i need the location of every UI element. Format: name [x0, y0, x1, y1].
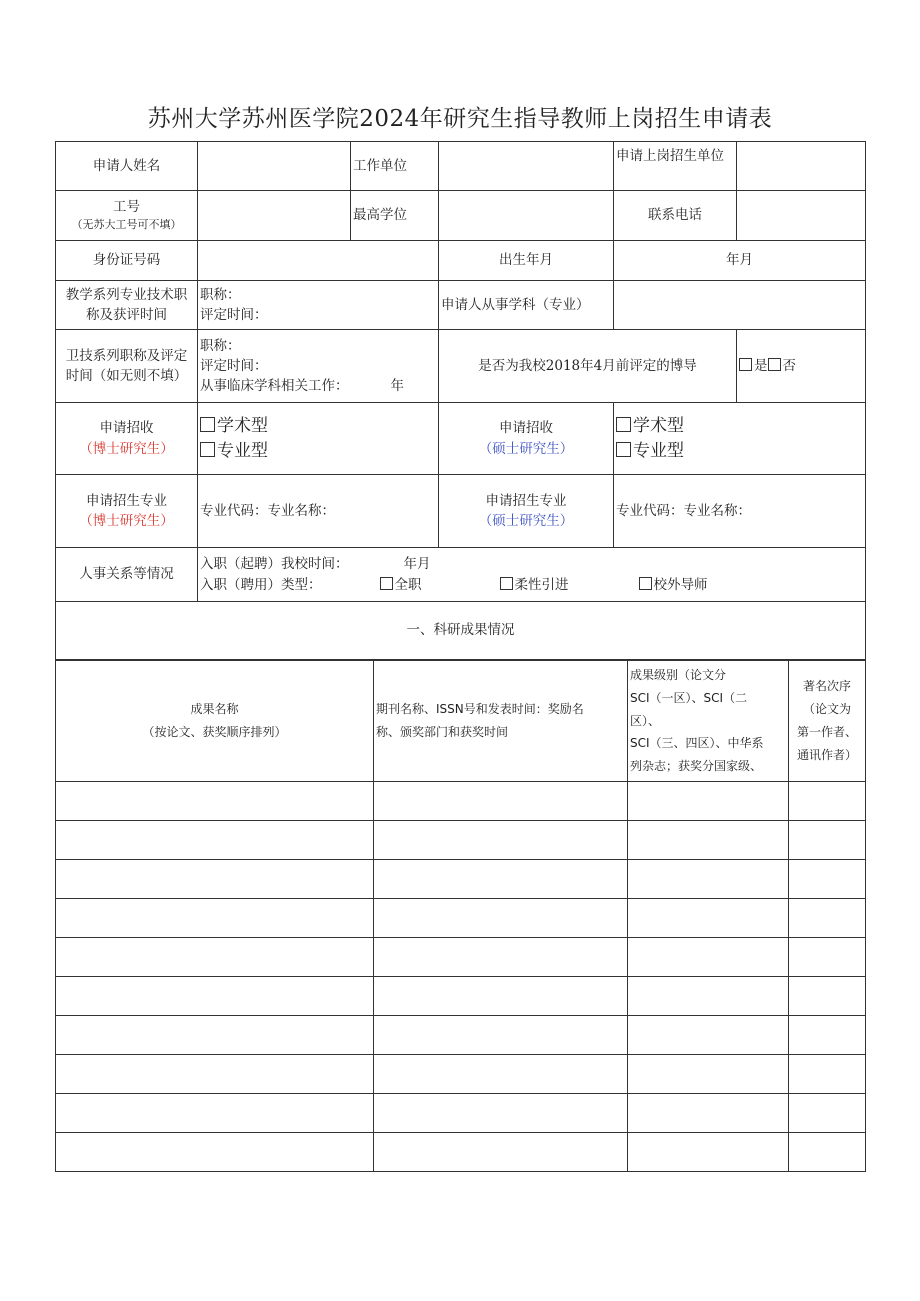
header-level-line4: SCI（三、四区）、中华系 [630, 736, 764, 751]
clinical-work-label: 从事临床学科相关工作： [200, 378, 349, 395]
table-cell[interactable] [789, 1016, 866, 1055]
master-tag: （硕士研究生） [478, 440, 574, 457]
entry-type-label: 入职（聘用）类型： [200, 576, 322, 593]
master-academic-checkbox[interactable] [616, 417, 631, 432]
phd-academic-option[interactable] [200, 414, 436, 439]
master-academic-option[interactable] [616, 414, 863, 439]
table-cell[interactable] [374, 782, 628, 821]
label-hr: 人事关系等情况 [56, 548, 198, 602]
table-row [56, 1133, 866, 1172]
header-level-line3: 区）、 [630, 713, 661, 728]
full-time-checkbox[interactable] [380, 577, 393, 590]
table-row [56, 1055, 866, 1094]
teach-title-line1: 教学系列专业技术职 [65, 286, 188, 303]
input-id-no[interactable] [198, 241, 439, 281]
teach-title-line2: 称及获评时间 [86, 307, 167, 323]
yes-label: 是 [754, 357, 768, 374]
header-achievement-name-line1: 成果名称 [190, 702, 239, 717]
label-phone: 联系电话 [614, 191, 737, 241]
staff-no-text: 工号 [113, 199, 140, 216]
table-cell[interactable] [56, 977, 374, 1016]
header-author-order-line4: 通讯作者） [796, 747, 857, 762]
table-row [56, 1094, 866, 1133]
header-level [628, 661, 789, 782]
table-cell[interactable] [56, 1016, 374, 1055]
phd-major-tag: （博士研究生） [79, 513, 174, 529]
input-discipline[interactable] [614, 281, 866, 330]
phd-professional-option[interactable] [200, 439, 436, 464]
table-cell[interactable] [374, 1133, 628, 1172]
input-staff-no[interactable] [198, 191, 351, 241]
apply-major-master-text: 申请招生专业 [485, 492, 567, 509]
label-birth: 出生年月 [439, 241, 614, 281]
clinical-work-field [200, 376, 436, 396]
header-level-line5: 列杂志；获奖分国家级、 [630, 759, 763, 774]
header-author-order-line2: （论文为 [802, 702, 851, 717]
header-journal [374, 661, 628, 782]
yes-checkbox[interactable] [739, 358, 752, 371]
table-cell[interactable] [628, 782, 789, 821]
input-phd-major[interactable] [198, 475, 439, 548]
phd-professional-label: 专业型 [217, 440, 268, 461]
form-title: 苏州大学苏州医学院2024年研究生指导教师上岗招生申请表 [147, 106, 773, 132]
input-health-title[interactable] [198, 330, 439, 403]
master-academic-label: 学术型 [633, 415, 684, 436]
header-author-order-line3: 第一作者、 [796, 725, 857, 739]
input-work-unit[interactable] [439, 142, 614, 191]
health-title-line2: 时间（如无则不填） [65, 368, 188, 384]
application-form-table [55, 141, 866, 660]
phd-academic-checkbox[interactable] [200, 417, 215, 432]
table-cell[interactable] [374, 1055, 628, 1094]
label-highest-degree: 最高学位 [351, 191, 439, 241]
entry-type-field [200, 575, 863, 595]
header-achievement-name [56, 661, 374, 782]
label-health-title [56, 330, 198, 403]
staff-no-note: （无苏大工号可不填） [71, 218, 182, 232]
table-cell[interactable] [56, 860, 374, 899]
table-cell[interactable] [374, 821, 628, 860]
phd-type-options[interactable] [198, 403, 439, 475]
table-cell[interactable] [374, 860, 628, 899]
table-cell[interactable] [628, 1094, 789, 1133]
table-row [56, 977, 866, 1016]
table-cell[interactable] [789, 1055, 866, 1094]
table-cell[interactable] [56, 1055, 374, 1094]
label-id-no: 身份证号码 [56, 241, 198, 281]
table-cell[interactable] [56, 821, 374, 860]
external-checkbox[interactable] [639, 577, 652, 590]
label-teach-title [56, 281, 198, 330]
table-cell[interactable] [56, 899, 374, 938]
table-cell[interactable] [374, 938, 628, 977]
no-label: 否 [782, 357, 796, 374]
phd-major-name-label: 专业名称： [267, 502, 335, 519]
header-level-line1: 成果级别（论文分 [630, 668, 727, 682]
label-apply-major-master [439, 475, 614, 548]
table-cell[interactable] [628, 1016, 789, 1055]
phd-before-2018-options[interactable] [737, 330, 866, 403]
table-cell[interactable] [789, 977, 866, 1016]
label-discipline: 申请人从事学科（专业） [439, 281, 614, 330]
table-cell[interactable] [789, 1133, 866, 1172]
label-staff-no [56, 191, 198, 241]
table-cell[interactable] [789, 782, 866, 821]
external-label: 校外导师 [653, 576, 708, 593]
label-work-unit: 工作单位 [351, 142, 439, 191]
entry-time-label: 入职（起聘）我校时间： [200, 556, 349, 573]
input-highest-degree[interactable] [439, 191, 614, 241]
table-cell[interactable] [789, 860, 866, 899]
table-row [56, 860, 866, 899]
table-cell[interactable] [789, 1094, 866, 1133]
table-cell[interactable] [628, 1055, 789, 1094]
input-applicant-name[interactable] [198, 142, 351, 191]
health-eval-time-field: 评定时间： [200, 357, 268, 374]
table-cell[interactable] [374, 899, 628, 938]
table-row [56, 782, 866, 821]
table-cell[interactable] [56, 1133, 374, 1172]
label-applicant-name: 申请人姓名 [56, 142, 198, 191]
phd-academic-label: 学术型 [217, 415, 268, 436]
header-journal-line1: 期刊名称、ISSN号和发表时间：奖励名 [376, 702, 584, 717]
master-professional-checkbox[interactable] [616, 442, 631, 457]
label-apply-unit: 申请上岗招生单位 [614, 142, 737, 191]
master-major-name-label: 专业名称： [683, 502, 751, 519]
input-birth[interactable]: 年月 [614, 241, 866, 281]
table-cell[interactable] [374, 1016, 628, 1055]
label-phd-before-2018: 是否为我校2018年4月前评定的博导 [439, 330, 737, 403]
table-cell[interactable] [789, 821, 866, 860]
table-cell[interactable] [628, 977, 789, 1016]
phd-major-code-label: 专业代码： [200, 502, 268, 519]
health-title-line1: 卫技系列职称及评定 [65, 347, 188, 364]
table-cell[interactable] [374, 977, 628, 1016]
entry-time-unit: 年月 [403, 556, 431, 573]
full-time-label: 全职 [394, 576, 422, 593]
master-major-code-label: 专业代码： [616, 502, 684, 519]
teach-eval-time-field: 评定时间： [200, 307, 268, 323]
table-row [56, 821, 866, 860]
section-title-research: 一、科研成果情况 [56, 602, 866, 660]
clinical-work-unit: 年 [390, 378, 404, 395]
table-cell[interactable] [374, 1094, 628, 1133]
table-row [56, 1016, 866, 1055]
master-professional-label: 专业型 [633, 440, 684, 461]
table-cell[interactable] [628, 821, 789, 860]
table-cell[interactable] [789, 899, 866, 938]
table-row [56, 938, 866, 977]
input-phone[interactable] [737, 191, 866, 241]
table-cell[interactable] [628, 860, 789, 899]
health-title-field: 职称： [200, 337, 241, 354]
no-checkbox[interactable] [768, 358, 781, 371]
header-journal-line2: 称、颁奖部门和获奖时间 [376, 725, 509, 739]
phd-professional-checkbox[interactable] [200, 442, 215, 457]
header-author-order-line1: 著名次序 [802, 679, 851, 694]
research-table [55, 660, 866, 1172]
header-author-order [789, 661, 866, 782]
apply-major-phd-text: 申请招生专业 [86, 492, 167, 509]
phd-tag: （博士研究生） [79, 440, 174, 457]
apply-enroll-master-text: 申请招收 [499, 420, 553, 437]
input-teach-title[interactable] [198, 281, 439, 330]
input-apply-unit[interactable] [737, 142, 866, 191]
master-professional-option[interactable] [616, 439, 863, 464]
table-cell[interactable] [56, 938, 374, 977]
flexible-label: 柔性引进 [514, 576, 569, 593]
input-master-major[interactable] [614, 475, 866, 548]
hr-details[interactable] [198, 548, 866, 602]
header-level-line2: SCI（一区）、SCI（二 [630, 690, 748, 705]
apply-enroll-phd-text: 申请招收 [99, 420, 154, 437]
table-cell[interactable] [628, 899, 789, 938]
table-cell[interactable] [628, 1133, 789, 1172]
master-type-options[interactable] [614, 403, 866, 475]
header-achievement-name-line2: （按论文、获奖顺序排列） [142, 725, 287, 739]
entry-time-field [200, 554, 863, 574]
teach-title-field: 职称： [200, 286, 241, 303]
table-cell[interactable] [628, 938, 789, 977]
label-apply-enroll-phd [56, 403, 198, 475]
table-cell[interactable] [789, 938, 866, 977]
label-apply-major-phd [56, 475, 198, 548]
table-row [56, 899, 866, 938]
flexible-checkbox[interactable] [500, 577, 513, 590]
table-cell[interactable] [56, 1094, 374, 1133]
master-major-tag: （硕士研究生） [478, 513, 574, 529]
table-cell[interactable] [56, 782, 374, 821]
label-apply-enroll-master [439, 403, 614, 475]
